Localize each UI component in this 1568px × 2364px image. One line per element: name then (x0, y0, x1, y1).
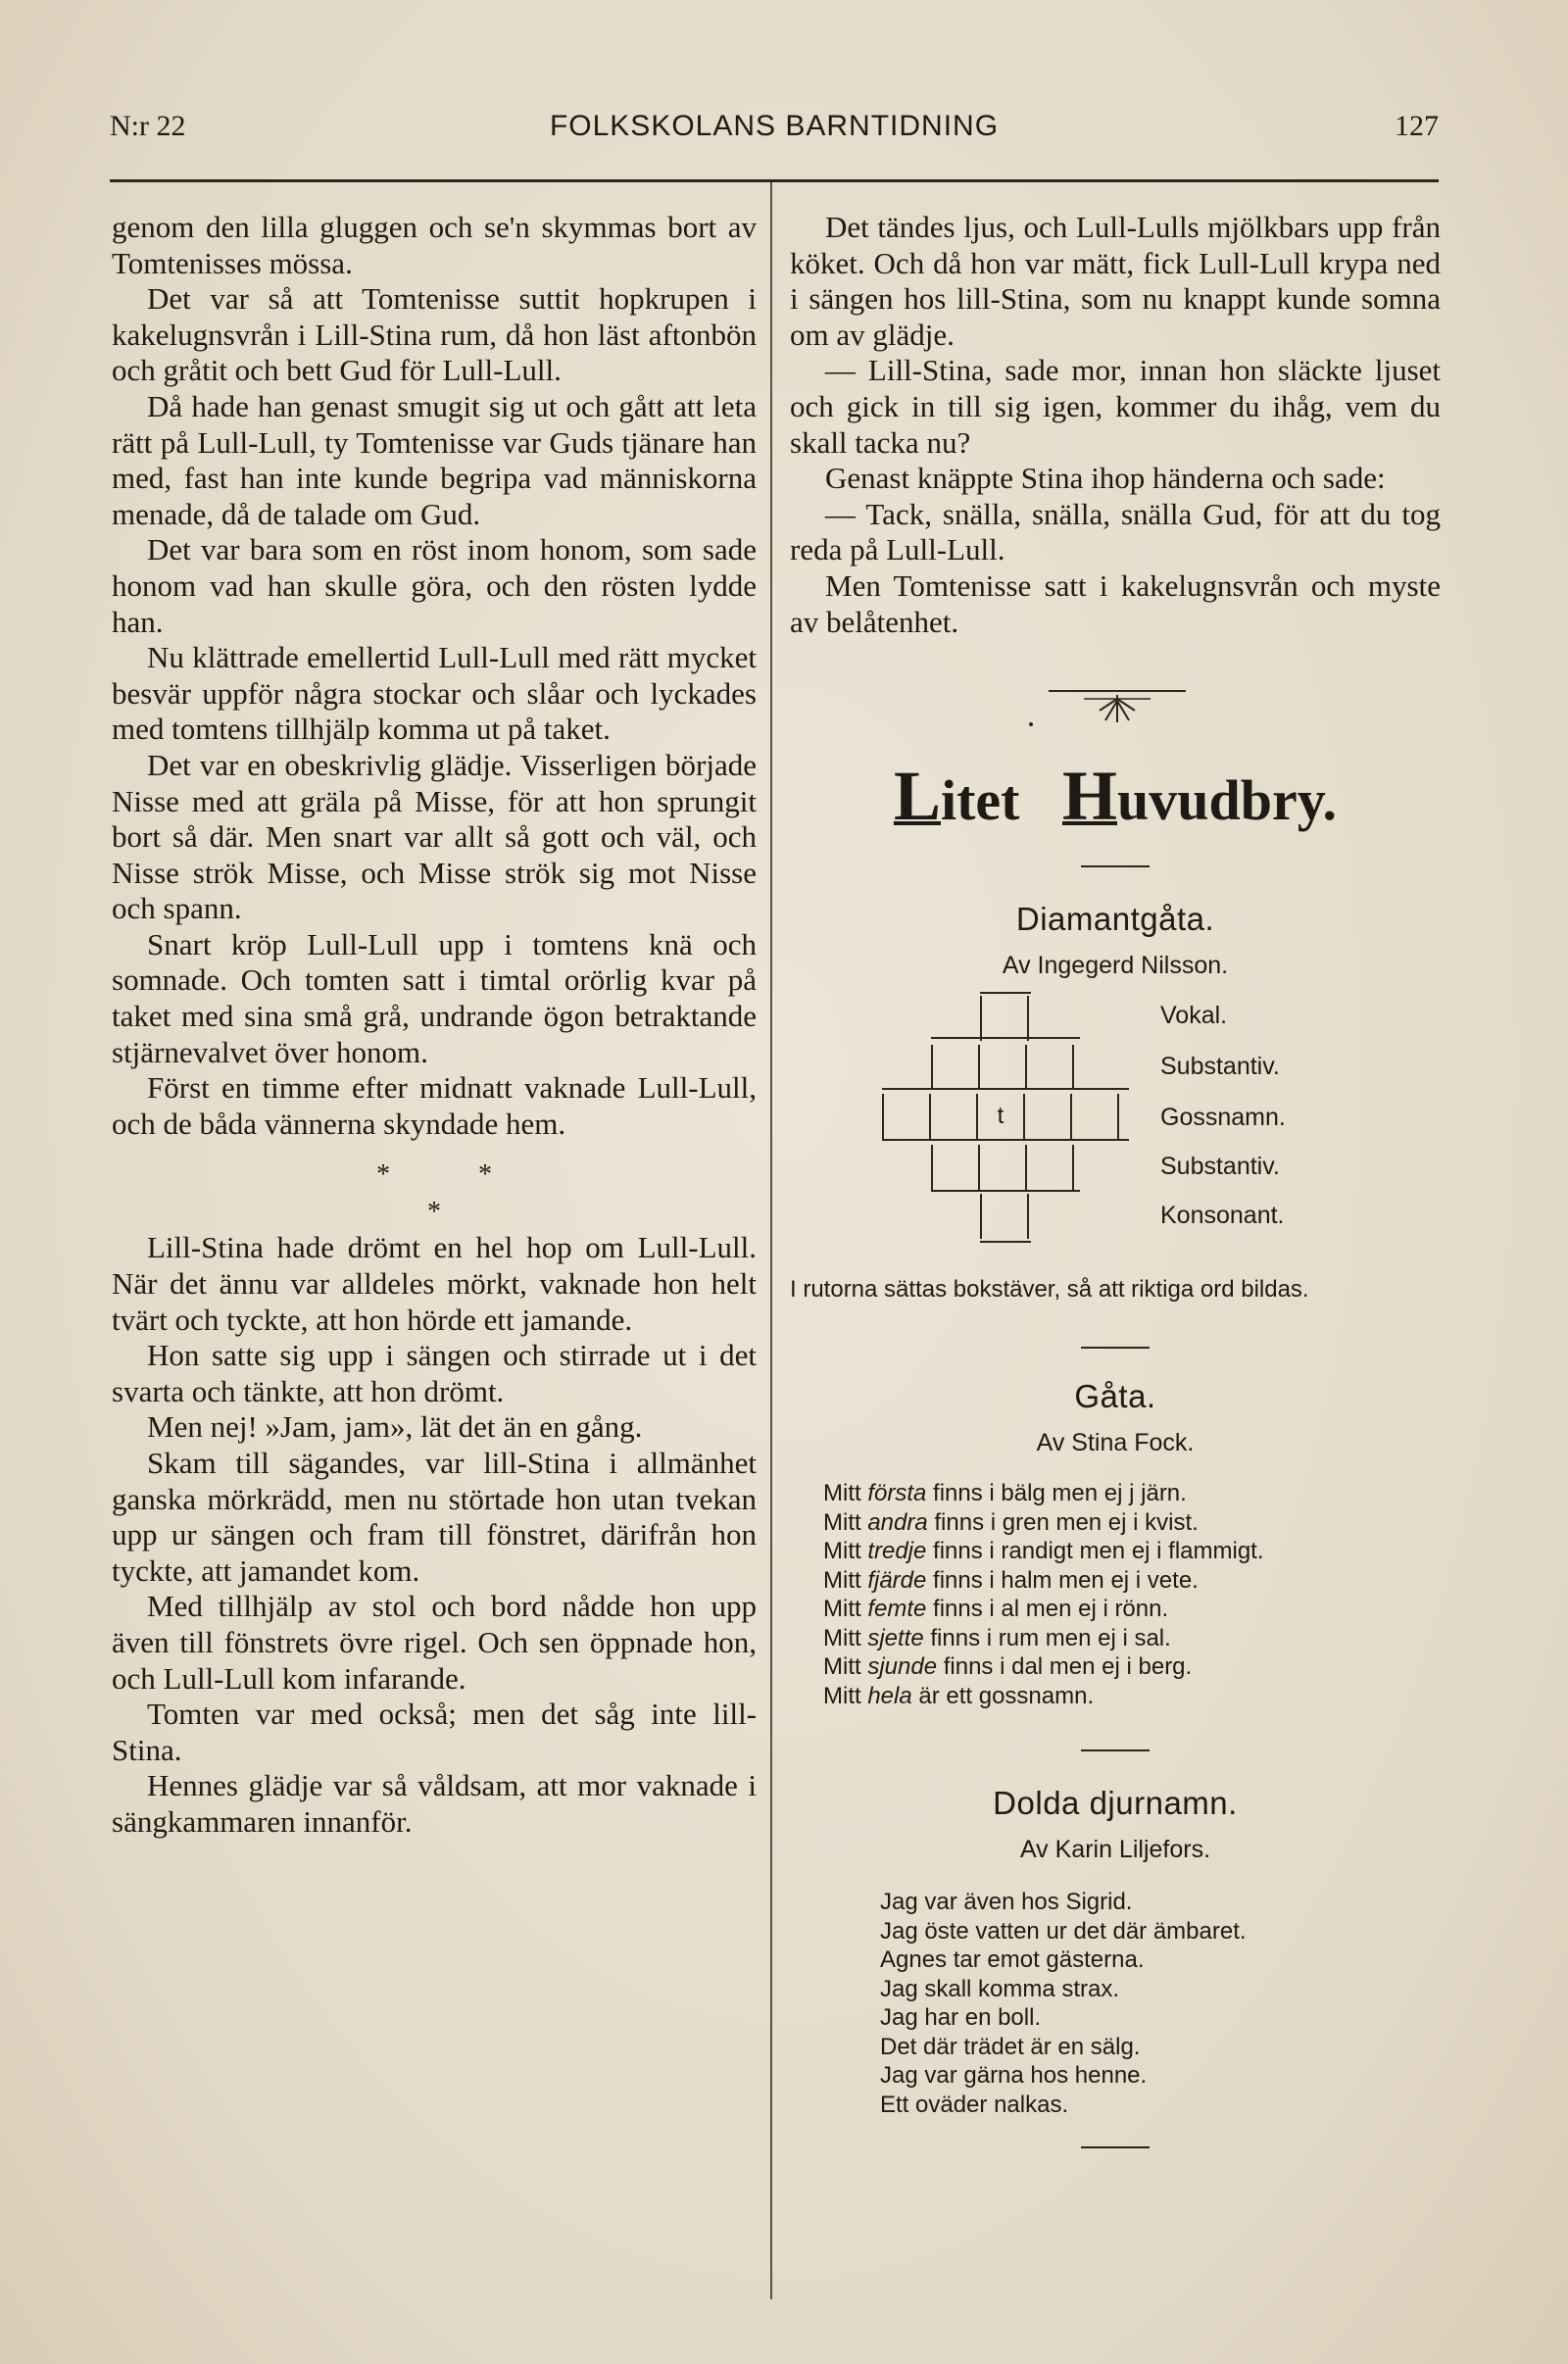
riddle-line-start: Mitt (823, 1480, 868, 1507)
paragraph: — Lill-Stina, sade mor, innan hon släckte ljuset och gick in till sig igen, kommer du ihåg, vem du skall tacka nu? (790, 353, 1441, 460)
paragraph: Först en timme efter midnatt vaknade Lull-Lull, och de båda vännerna skyndade hem. (112, 1070, 757, 1141)
grid-row-4 (933, 1145, 1074, 1190)
paragraph: Det var så att Tomtenisse suttit hopkrupen i kakelugnsvrån i Lill-Stina rum, då hon läst aftonbön och gråtit och bett Gud för Lull-Lull. (112, 281, 757, 388)
riddle-line (823, 1682, 1441, 1711)
row-label: Vokal. (1160, 1002, 1228, 1030)
riddle-keyword: fjärde (867, 1566, 927, 1594)
left-column (112, 210, 757, 1841)
paragraph: — Tack, snälla, snälla, snälla Gud, för att du tog reda på Lull-Lull. (790, 496, 1441, 567)
grid-cell[interactable] (1023, 1094, 1072, 1139)
grid-cell[interactable] (931, 1145, 980, 1190)
divider-star: * (478, 1159, 492, 1191)
hidden-animal-sentence: Jag var även hos Sigrid. (880, 1889, 1133, 1916)
grid-row-3 (884, 1094, 1119, 1139)
grid-cell[interactable] (1070, 1094, 1119, 1139)
grid-cell[interactable] (931, 1045, 980, 1090)
riddle-line-end: finns i randigt men ej i flammigt. (926, 1538, 1264, 1565)
riddle-line (823, 1595, 1441, 1624)
riddle-line-start: Mitt (823, 1682, 868, 1709)
riddle-line (823, 1652, 1441, 1682)
grid-row-2 (933, 1045, 1074, 1090)
grid-cell[interactable] (1025, 1145, 1074, 1190)
hidden-animals-text (880, 1888, 1441, 2119)
ornament (790, 640, 1441, 748)
separator-rule (1081, 2146, 1150, 2148)
section-divider (112, 1142, 757, 1230)
riddle-keyword: femte (867, 1596, 927, 1623)
page-header (110, 110, 1439, 157)
hidden-animal-sentence: Jag har en boll. (880, 2004, 1042, 2032)
grid-line (980, 1241, 1031, 1243)
hidden-animal-sentence: Agnes tar emot gästerna. (880, 1946, 1145, 1974)
paragraph: Då hade han genast smugit sig ut och gått att leta rätt på Lull-Lull, ty Tomtenisse var Guds tjänare han med, fast han inte kunde begripa vad människorna menade, då de talade om Gud. (112, 388, 757, 531)
grid-row-1 (982, 996, 1029, 1041)
divider-star: * (427, 1197, 441, 1228)
puzzle-instruction: I rutorna sättas bokstäver, så att riktiga ord bildas. (790, 1276, 1309, 1304)
riddle-line-end: finns i rum men ej i sal. (923, 1624, 1171, 1651)
heading-rest-1: itet (940, 768, 1020, 833)
riddle-title: Gåta. (1074, 1378, 1156, 1415)
paragraph: Hennes glädje var så våldsam, att mor vaknade i sängkammaren innanför. (112, 1768, 757, 1839)
paragraph: Men Tomtenisse satt i kakelugnsvrån och myste av belåtenhet. (790, 567, 1441, 639)
riddle-line-end: finns i halm men ej i vete. (926, 1566, 1199, 1594)
grid-cell[interactable] (978, 1045, 1027, 1090)
riddle-keyword: hela (867, 1682, 912, 1709)
heading-initial-1: L (893, 757, 941, 836)
page-number: 127 (1395, 110, 1439, 142)
paragraph: genom den lilla gluggen och se'n skymmas bort av Tomtenisses mössa. (112, 210, 757, 280)
right-column (790, 210, 1441, 2148)
grid-cell[interactable] (882, 1094, 931, 1139)
riddle-line (823, 1566, 1441, 1596)
heading-initial-2: H (1061, 757, 1117, 836)
riddle-line (823, 1508, 1441, 1538)
riddle-line-end: finns i gren men ej i kvist. (927, 1508, 1199, 1536)
heading-rest-2: uvudbry. (1116, 768, 1338, 833)
riddle-line (823, 1479, 1441, 1508)
riddle-line-start: Mitt (823, 1596, 868, 1623)
diamond-puzzle-title: Diamantgåta. (1015, 901, 1215, 938)
riddle-line-end: är ett gossnamn. (911, 1682, 1095, 1709)
row-label: Substantiv. (1160, 1053, 1280, 1081)
hidden-animals-byline: Av Karin Liljefors. (1019, 1836, 1211, 1864)
grid-line (980, 992, 1031, 994)
paragraph: Men nej! »Jam, jam», lät det än en gång. (147, 1409, 643, 1445)
riddle-text (823, 1479, 1441, 1710)
hidden-animals-title: Dolda djurnamn. (993, 1785, 1238, 1822)
story-part-2 (112, 1230, 757, 1840)
riddle-line-start: Mitt (823, 1624, 868, 1651)
riddle-line-end: finns i dal men ej i berg. (937, 1653, 1193, 1681)
riddle-byline: Av Stina Fock. (1036, 1429, 1195, 1457)
paragraph: Nu klättrade emellertid Lull-Lull med rätt mycket besvär uppför några stockar och slåar och lyckades med tomtens tillhjälp komma ut på taket. (112, 640, 757, 747)
publication-title: FOLKSKOLANS BARNTIDNING (549, 110, 1000, 142)
header-rule (110, 179, 1439, 182)
paragraph: Med tillhjälp av stol och bord nådde hon upp även till fönstrets övre rigel. Och sen öppnade hon, och Lull-Lull kom infarande. (112, 1589, 757, 1696)
flourish-ornament (790, 640, 1441, 748)
riddle-line-end: finns i al men ej i rönn. (926, 1596, 1169, 1623)
grid-line (931, 1190, 1080, 1192)
grid-cell[interactable] (980, 1194, 1029, 1239)
column-rule (770, 182, 772, 2299)
row-label: Konsonant. (1160, 1202, 1285, 1230)
grid-line (882, 1139, 1129, 1141)
riddle-keyword: tredje (867, 1538, 927, 1565)
paragraph: Genast knäppte Stina ihop händerna och sade: (825, 461, 1386, 496)
riddle-line-end: finns i bälg men ej j järn. (926, 1480, 1187, 1507)
paragraph: Lill-Stina hade drömt en hel hop om Lull-Lull. När det ännu var alldeles mörkt, vaknade hon helt tvärt och tyckte, att hon hörde ett jamande. (112, 1230, 757, 1337)
paragraph: Det tändes ljus, och Lull-Lulls mjölkbars upp från köket. Och då hon var mätt, fick Lull-Lull krypa ned i sängen hos lill-Stina, som nu knappt kunde somna om av glädje. (790, 210, 1441, 352)
riddle-line (823, 1537, 1441, 1566)
grid-row-5 (982, 1194, 1029, 1239)
grid-cell[interactable] (1025, 1045, 1074, 1090)
riddle-keyword: sjette (867, 1624, 924, 1651)
section-heading (790, 756, 1441, 844)
paragraph: Det var bara som en röst inom honom, som sade honom vad han skulle göra, och den rösten lydde han. (112, 532, 757, 639)
diamond-puzzle-byline: Av Ingegerd Nilsson. (1002, 952, 1229, 980)
hidden-animal-sentence: Ett oväder nalkas. (880, 2091, 1069, 2118)
row-label: Gossnamn. (1160, 1104, 1286, 1132)
issue-number: N:r 22 (110, 110, 186, 142)
hidden-animal-sentence: Jag öste vatten ur det där ämbaret. (880, 1917, 1247, 1945)
paragraph: Snart kröp Lull-Lull upp i tomtens knä och somnade. Och tomten satt i timtal orörlig kvar på taket med sina små grå, undrande ögon betraktande stjärnevalvet över honom. (112, 926, 757, 1069)
grid-cell-center[interactable]: t (976, 1094, 1025, 1139)
hidden-animal-sentence: Det där trädet är en sälg. (880, 2033, 1141, 2060)
riddle-keyword: första (867, 1480, 927, 1507)
paragraph: Skam till sägandes, var lill-Stina i allmänhet ganska mörkrädd, men nu störtade hon utan tvekan upp ur sängen och fram till fönstret, därifrån hon tyckte, att jamandet kom. (112, 1446, 757, 1588)
story-ending (790, 210, 1441, 640)
riddle-line-start: Mitt (823, 1538, 868, 1565)
riddle-line-start: Mitt (823, 1653, 868, 1681)
grid-cell[interactable] (978, 1145, 1027, 1190)
riddle-keyword: andra (867, 1508, 928, 1536)
divider-star: * (376, 1159, 390, 1191)
story-part-1 (112, 210, 757, 1142)
grid-cell[interactable] (929, 1094, 978, 1139)
riddle-line-start: Mitt (823, 1566, 868, 1594)
riddle-line-start: Mitt (823, 1508, 868, 1536)
hidden-animal-sentence: Jag var gärna hos henne. (880, 2062, 1148, 2090)
paragraph: Det var en obeskrivlig glädje. Visserligen började Nisse med att gräla på Misse, för att hon sprungit bort så där. Men snart var allt så gott och väl, och Nisse strök Misse, och Misse strök sig mot Nisse och spann. (112, 747, 757, 926)
hidden-animal-sentence: Jag skall komma strax. (880, 1975, 1120, 2002)
paragraph: Tomten var med också; men det såg inte lill-Stina. (112, 1697, 757, 1767)
riddle-line (823, 1624, 1441, 1653)
diamond-grid (790, 992, 1441, 1276)
riddle-keyword: sjunde (867, 1653, 938, 1681)
grid-cell[interactable] (980, 996, 1029, 1041)
paragraph: Hon satte sig upp i sängen och stirrade ut i det svarta och tänkte, att hon drömt. (112, 1338, 757, 1408)
row-label: Substantiv. (1160, 1153, 1280, 1181)
